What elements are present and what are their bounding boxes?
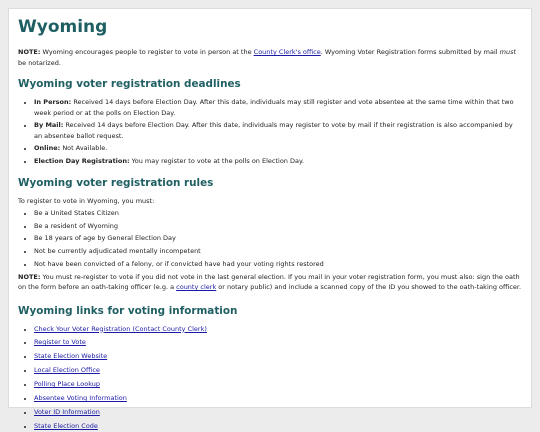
- link-item: [34, 324, 522, 335]
- register-to-vote-link[interactable]: Register to Vote: [34, 338, 86, 347]
- polling-place-lookup-link[interactable]: Polling Place Lookup: [34, 380, 101, 389]
- link-item: [34, 379, 522, 390]
- county-clerk-link[interactable]: county clerk: [176, 283, 217, 291]
- link-item: [34, 351, 522, 362]
- link-item: [34, 407, 522, 418]
- links-heading: Wyoming links for voting information: [18, 304, 238, 317]
- intro-note-label: NOTE:: [18, 48, 41, 56]
- rule-item: • Be a United States Citizen: [34, 208, 522, 219]
- rule-item: • Be a resident of Wyoming: [34, 221, 522, 232]
- deadline-item-online: • Online: Not Available.: [34, 143, 522, 154]
- rules-list: [18, 208, 522, 269]
- page-title: Wyoming: [18, 17, 108, 37]
- link-item: [34, 421, 522, 432]
- rules-note-label: NOTE:: [18, 272, 41, 281]
- deadline-item-in-person: • In Person: Received 14 days before Election Day. After this date, individuals may still register and vote absentee at the same time within that two week period or at the polls on Election Day.: [34, 97, 522, 118]
- links-list: [18, 324, 522, 432]
- deadlines-heading: Wyoming voter registration deadlines: [18, 78, 241, 90]
- rule-item: • Not be currently adjudicated mentally incompetent: [34, 246, 522, 257]
- rule-item: • Not have been convicted of a felony, or if convicted have had your voting rights restored: [34, 259, 522, 270]
- intro-note: NOTE: Wyoming encourages people to register to vote in person at the County Clerk's office. Wyoming Voter Registration forms submitted by mail must be notarized.: [18, 48, 517, 67]
- deadline-item-election-day: • Election Day Registration: You may register to vote at the polls on Election Day.: [34, 156, 522, 167]
- rules-note: NOTE: You must re-register to vote if you did not vote in the last general election. If you mail in your voter registration form, you must also: sign the oath on the form before an oath-taking officer (e.g. a county clerk or notary public) and include a scanned copy of the ID you showed to the oath-taking officer.: [18, 272, 522, 291]
- rules-heading: Wyoming voter registration rules: [18, 176, 214, 189]
- voter-id-information-link[interactable]: Voter ID Information: [34, 407, 100, 416]
- state-election-code-link[interactable]: State Election Code: [34, 421, 98, 430]
- link-item: [34, 365, 522, 376]
- county-clerk-office-link[interactable]: County Clerk's office: [253, 48, 321, 56]
- rule-item: • Be 18 years of age by General Election Day: [34, 233, 522, 244]
- absentee-voting-information-link[interactable]: Absentee Voting Information: [34, 393, 127, 402]
- state-election-website-link[interactable]: State Election Website: [34, 352, 108, 361]
- content-card: [8, 8, 532, 430]
- deadline-item-by-mail: • By Mail: Received 14 days before Election Day. After this date, individuals may register to vote by mail if their registration is also accompanied by an absentee ballot request.: [34, 120, 522, 141]
- link-item: [34, 337, 522, 348]
- check-voter-registration-link[interactable]: Check Your Voter Registration (Contact County Clerk): [34, 324, 207, 333]
- local-election-office-link[interactable]: Local Election Office: [34, 366, 100, 375]
- rules-lead: To register to vote in Wyoming, you must:: [18, 196, 155, 205]
- link-item: [34, 393, 522, 404]
- deadlines-list: [18, 97, 522, 167]
